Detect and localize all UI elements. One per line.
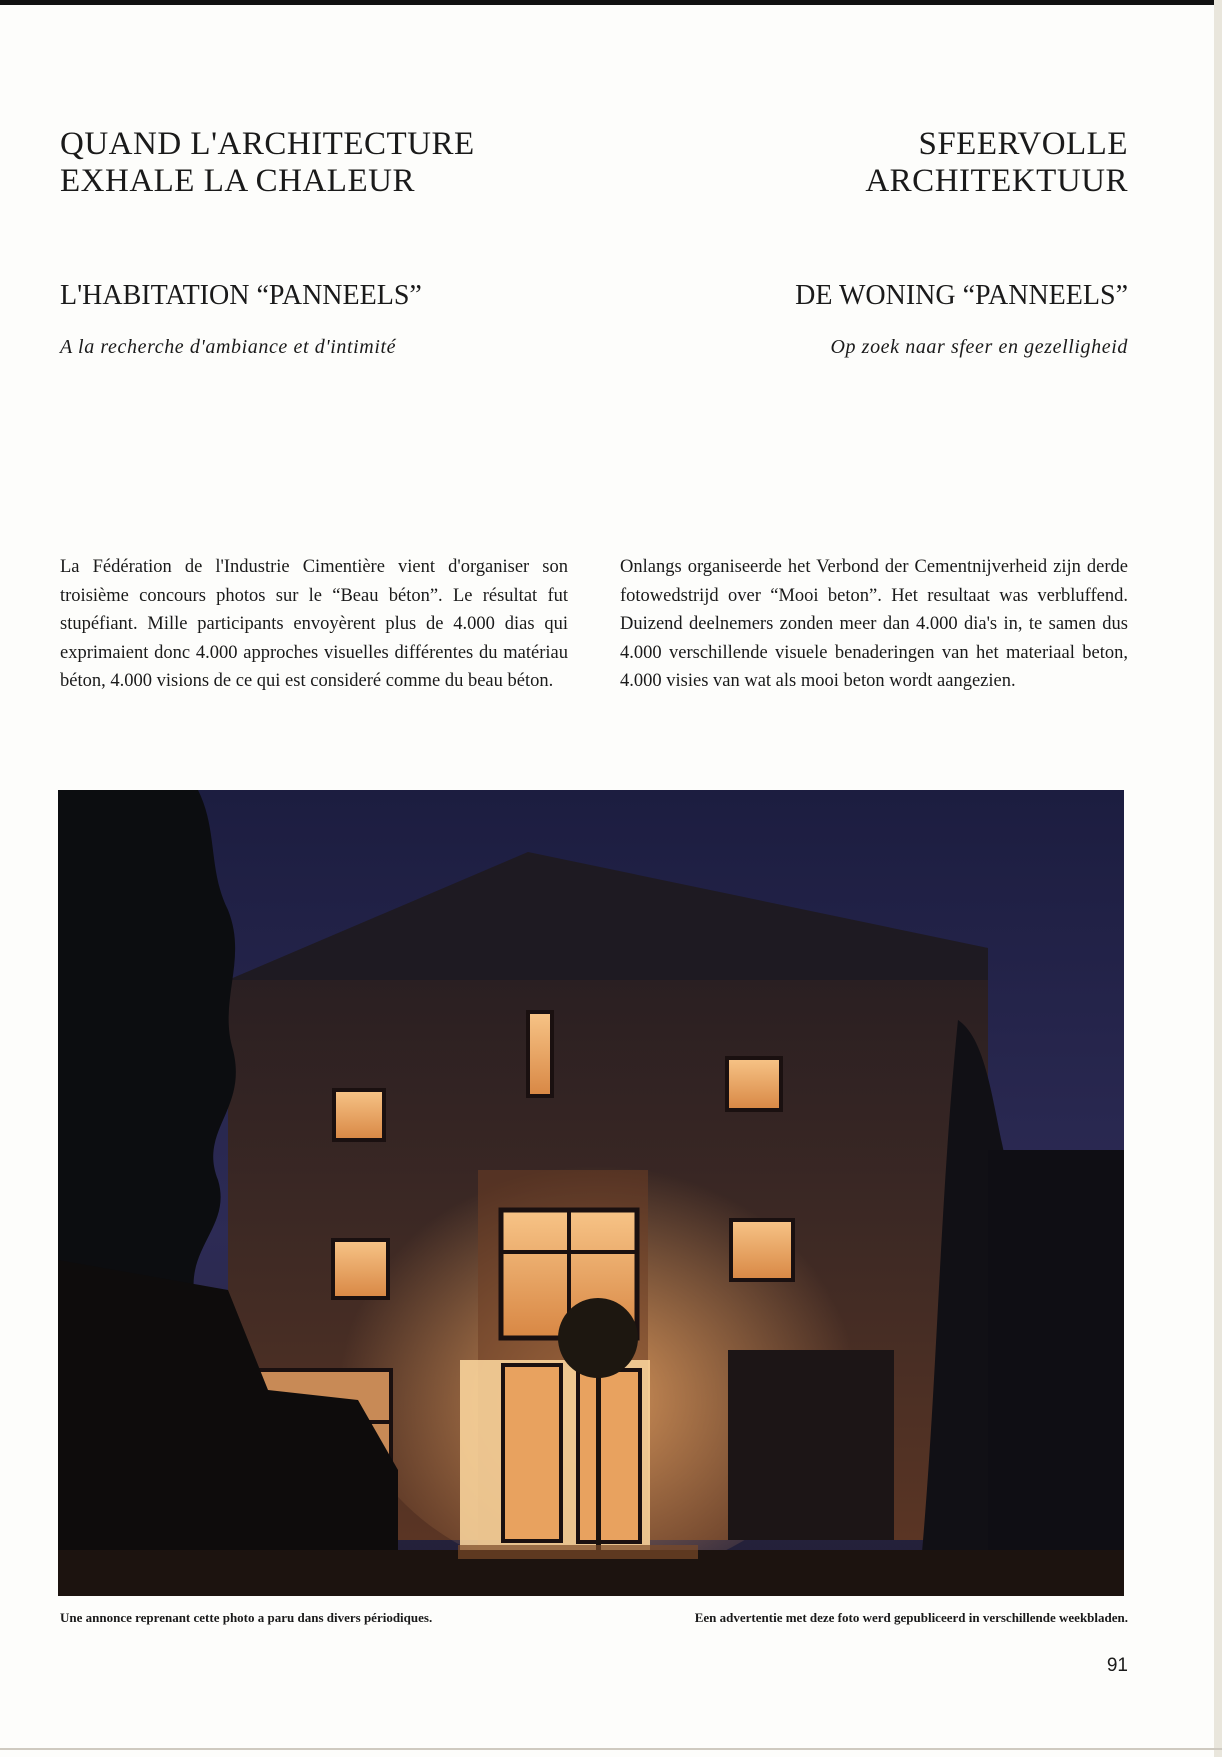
caption-fr: Une annonce reprenant cette photo a paru dans divers périodiques. [60, 1610, 433, 1625]
bottom-rule [0, 1748, 1222, 1750]
tagline-nl-block [620, 336, 1128, 359]
page-number: 91 [1106, 1655, 1128, 1676]
intro-paragraph-nl: Onlangs organiseerde het Verbond der Cementnijverheid zijn derde fotowedstrijd over “Mooi beton”. Het resultaat was verbluffend. Duizend deelnemers zonden meer dan 4.000 dia's in, te samen dus 4.000 verschillende visuele benaderingen van het materiaal beton, 4.000 visies van wat als mooi beton wordt aangezien. [620, 557, 1128, 691]
main-title-nl-line2: ARCHITEKTUUR [865, 163, 1128, 199]
house-night-photo [58, 790, 1124, 1596]
main-title-fr-line2: EXHALE LA CHALEUR [60, 163, 415, 199]
page-edge [1214, 0, 1222, 1757]
top-rule [0, 0, 1222, 5]
subtitle-fr-block [60, 280, 580, 312]
caption-nl-block [600, 1610, 1128, 1626]
subtitle-nl-block [620, 280, 1128, 312]
caption-nl: Een advertentie met deze foto werd gepubliceerd in verschillende weekbladen. [694, 1610, 1128, 1625]
subtitle-nl: DE WONING “PANNEELS” [795, 280, 1128, 311]
intro-nl-block [620, 553, 1128, 696]
tagline-fr-block [60, 336, 580, 359]
intro-paragraph-fr: La Fédération de l'Industrie Cimentière vient d'organiser son troisième concours photos sur le “Beau béton”. Le résultat fut stupéfiant. Mille participants envoyèrent plus de 4.000 dias qui exprimaient donc 4.000 approches visuelles différentes du matériau béton, 4.000 visions de ce qui est consideré comme du beau béton. [60, 557, 568, 691]
main-title-nl-line1: SFEERVOLLE [918, 126, 1128, 162]
subtitle-fr: L'HABITATION “PANNEELS” [60, 280, 422, 311]
caption-fr-block [60, 1610, 432, 1626]
tagline-fr: A la recherche d'ambiance et d'intimité [60, 336, 397, 358]
intro-fr-block [60, 553, 568, 696]
main-title-nl [620, 126, 1128, 200]
main-title-fr-line1: QUAND L'ARCHITECTURE [60, 126, 475, 162]
main-title-fr [60, 126, 580, 200]
tagline-nl: Op zoek naar sfeer en gezelligheid [830, 336, 1128, 358]
